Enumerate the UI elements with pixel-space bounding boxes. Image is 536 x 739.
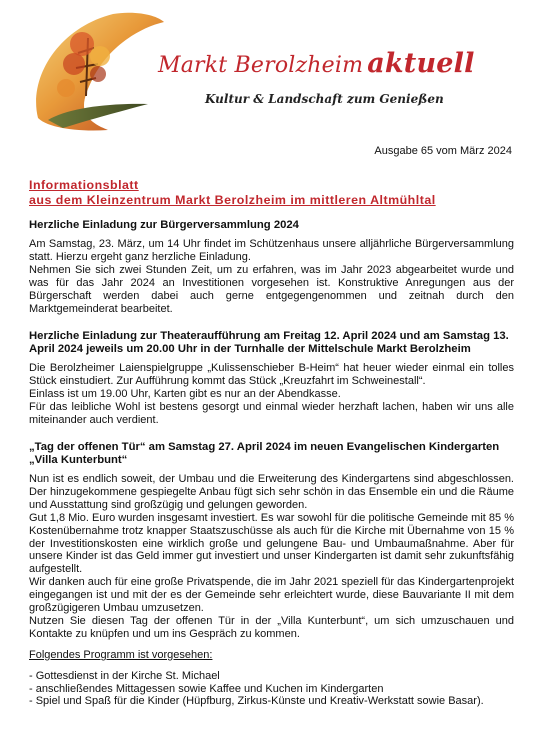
autumn-landscape-logo bbox=[18, 8, 166, 134]
info-heading bbox=[29, 178, 436, 208]
paragraph: Am Samstag, 23. März, um 14 Uhr findet im Schützenhaus unsere alljährliche Bürgerversammlung statt. Hierzu ergeht ganz herzliche Einladung. bbox=[29, 238, 514, 264]
masthead bbox=[0, 0, 536, 140]
paragraph: Nun ist es endlich soweit, der Umbau und die Erweiterung des Kindergartens sind abgeschlossen. Der hinzugekommene gespiegelte Anbau fügt sich sehr schön in das Ensemble ein und die Räume und Ausstattung sind großzügig und gelungen geworden. bbox=[29, 472, 514, 511]
section-title-theater: Herzliche Einladung zur Theateraufführung am Freitag 12. April 2024 und am Samstag 13. April 2024 jeweils um 20.00 Uhr in der Turnhalle der Mittelschule Markt Berolzheim bbox=[29, 329, 509, 355]
brand-title bbox=[158, 48, 475, 79]
paragraph: Die Berolzheimer Laienspielgruppe „Kulissenschieber B-Heim“ hat heuer wieder einmal ein tolles Stück einstudiert. Zur Aufführung kommt das Stück „Kreuzfahrt im Schweinestall“. bbox=[29, 362, 514, 387]
brand-title-accent: aktuell bbox=[367, 48, 475, 79]
paragraph: Für das leibliche Wohl ist bestens gesorgt und einmal wieder herzhaft lachen, haben wir uns alle miteinander auch verdient. bbox=[29, 400, 514, 426]
paragraph: Nutzen Sie diesen Tag der offenen Tür in der „Villa Kunterbunt“, um sich umzuschauen und Kontakte zu knüpfen und um ins Gespräch zu kommen. bbox=[29, 614, 514, 640]
section-title-buergerversammlung: Herzliche Einladung zur Bürgerversammlung 2024 bbox=[29, 219, 299, 231]
article-body bbox=[29, 219, 514, 708]
paragraph: Nehmen Sie sich zwei Stunden Zeit, um zu erfahren, was im Jahr 2023 abgearbeitet wurde und was für das Jahr 2024 an Investitionen vorgesehen ist. Konstruktive Anregungen aus der Bürgerschaft werden dabei auch gerne entgegengenommen und zeitnah durch den Marktgemeinderat bearbeitet. bbox=[29, 264, 514, 315]
section-title-kindergarten: „Tag der offenen Tür“ am Samstag 27. April 2024 im neuen Evangelischen Kindergarten „Villa Kunterbunt“ bbox=[29, 440, 500, 466]
paragraph: Wir danken auch für eine große Privatspende, die im Jahr 2021 speziell für das Kindergartenprojekt eingegangen ist und mit der es der Gemeinde sehr erleichtert wurde, diese Bauvariante II mit dem großzügigeren Umbau umzusetzen. bbox=[29, 576, 514, 615]
program-item: - Spiel und Spaß für die Kinder (Hüpfburg, Zirkus-Künste und Kreativ-Werkstatt sowie Basar). bbox=[29, 695, 484, 708]
paragraph: Gut 1,8 Mio. Euro wurden insgesamt investiert. Es war sowohl für die politische Gemeinde mit 85 % Kostenübernahme trotz knapper Staatszuschüsse als auch für die Kirche mit Übernahme von 15 % der Investitionskosten eine wirklich große und gelungene Bau- und Umbaumaßnahme. Aber für unsere Kinder ist das Geld immer gut investiert und unser Kindergarten ist damit sehr zukunftsfähig aufgestellt. bbox=[29, 511, 514, 576]
program-item: - Gottesdienst in der Kirche St. Michael bbox=[29, 669, 220, 682]
program-heading: Folgendes Programm ist vorgesehen: bbox=[29, 648, 213, 661]
paragraph: Einlass ist um 19.00 Uhr, Karten gibt es nur an der Abendkasse. bbox=[29, 387, 341, 400]
brand-subtitle: Kultur & Landschaft zum Genießen bbox=[205, 92, 444, 106]
issue-label: Ausgabe 65 vom März 2024 bbox=[374, 145, 512, 157]
info-heading-line1: Informationsblatt bbox=[29, 178, 139, 192]
info-heading-line2: aus dem Kleinzentrum Markt Berolzheim im mittleren Altmühltal bbox=[29, 193, 436, 207]
program-item: - anschließendes Mittagessen sowie Kaffee und Kuchen im Kindergarten bbox=[29, 682, 384, 695]
brand-title-name: Markt Berolzheim bbox=[158, 53, 364, 78]
